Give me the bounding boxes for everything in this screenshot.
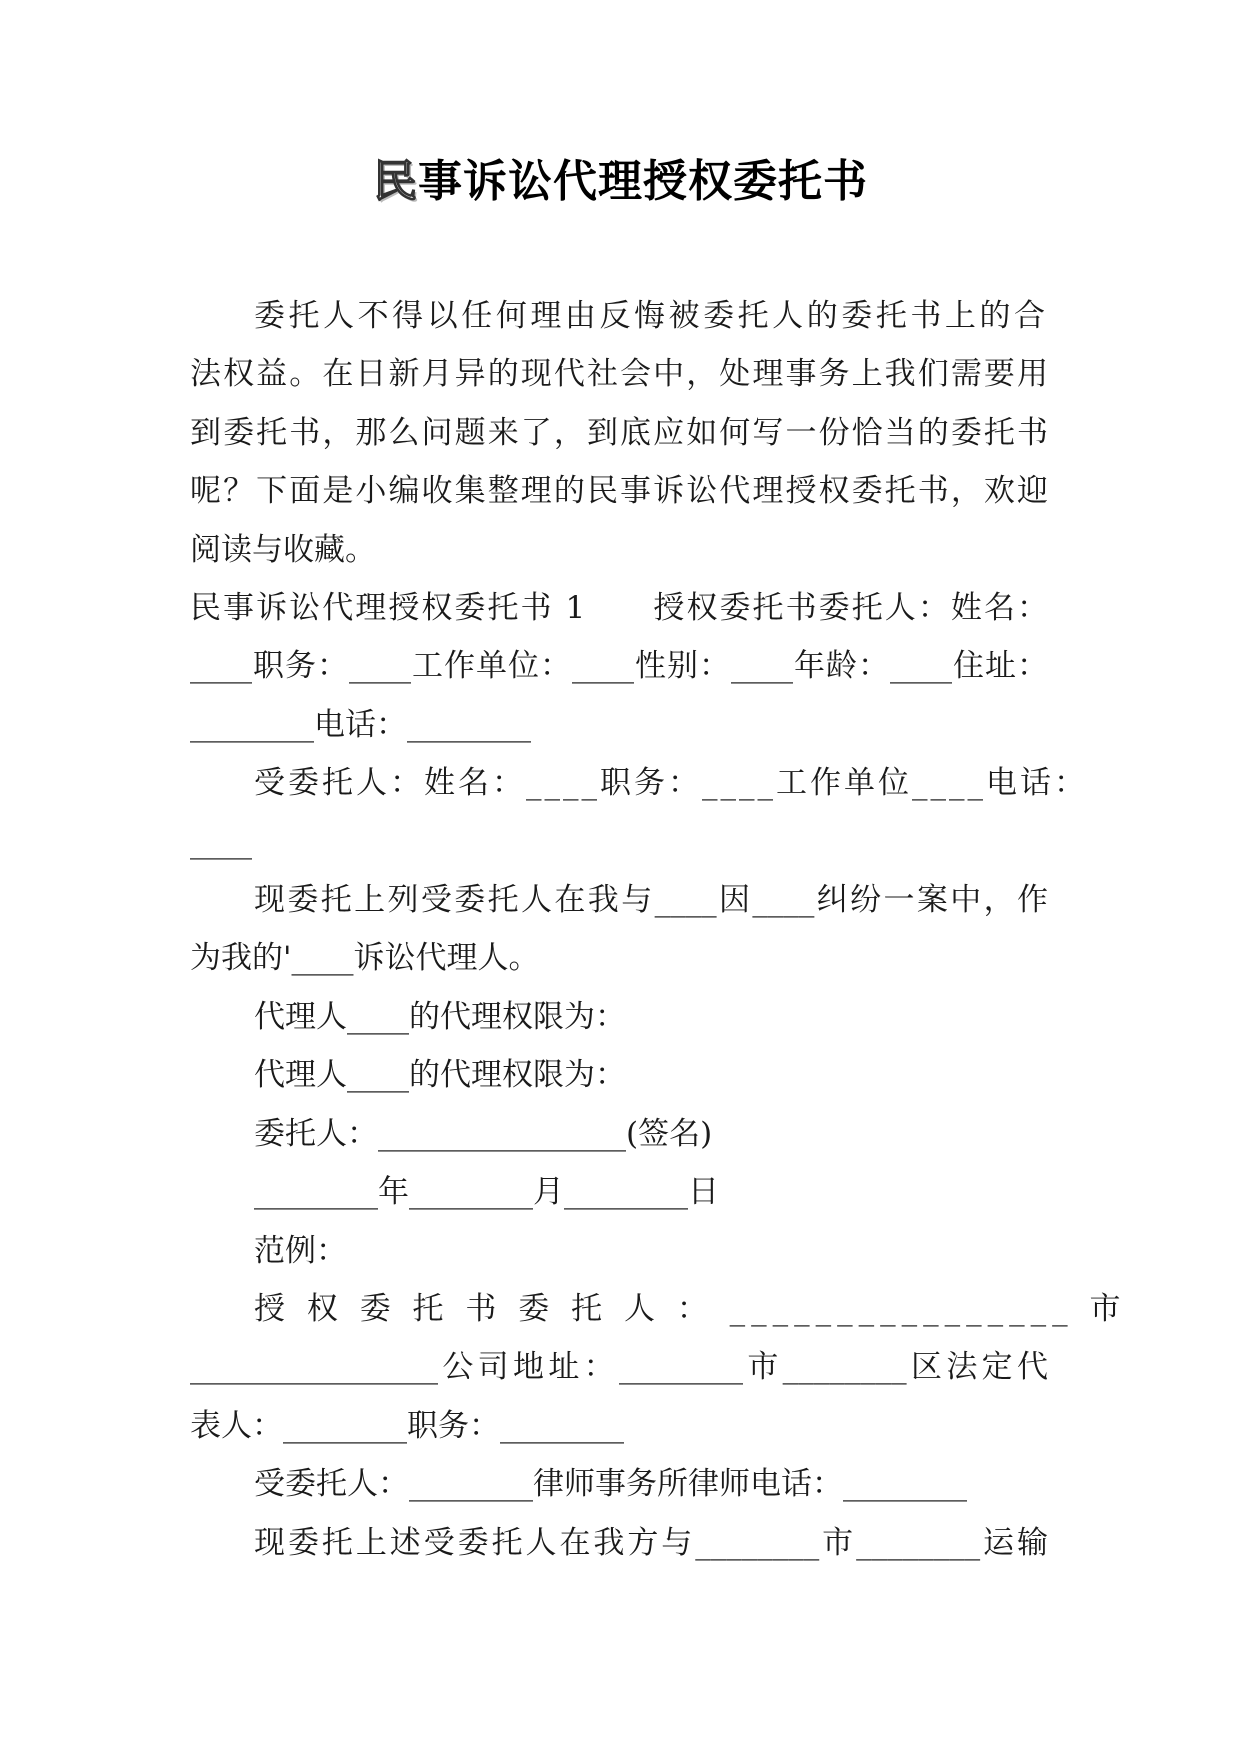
intro-line-3: 到委托书，那么问题来了，到底应如何写一份恰当的委托书	[190, 414, 1048, 451]
intro-line-5: 阅读与收藏。	[190, 531, 376, 568]
principal-fields-line: ____职务：____工作单位：____性别：____年龄：____住址：	[190, 648, 1048, 685]
example-principal-line: 授 权 委 托 书 委 托 人 ： ________________ 市	[254, 1290, 1127, 1327]
section-heading-line: 民事诉讼代理授权委托书 1 授权委托书委托人：姓名：	[190, 590, 1048, 627]
entrust-line-1: 现委托上列受委托人在我与____因____纠纷一案中，作	[254, 882, 1048, 919]
example-agent-line: 受委托人：________律师事务所律师电话：________	[254, 1466, 967, 1503]
date-line: ________年________月________日	[254, 1174, 719, 1211]
authority-line-1: 代理人____的代理权限为：	[254, 998, 626, 1035]
agent-fields-line: 受委托人：姓名：____职务：____工作单位____电话：	[254, 765, 1088, 802]
title-decorated-char: 民	[373, 156, 418, 207]
agent-phone-blank: ____	[190, 823, 252, 860]
intro-line-2: 法权益。在日新月异的现代社会中，处理事务上我们需要用	[190, 356, 1048, 393]
principal-phone-line: ________电话：________	[190, 706, 531, 743]
entrust-line-2: 为我的'____诉讼代理人。	[190, 940, 540, 977]
example-address-line: ________________公司地址：________市________区法定代	[190, 1349, 1048, 1386]
example-representative-line: 表人：________职务：________	[190, 1407, 624, 1444]
example-entrust-line: 现委托上述受委托人在我方与________市________运输	[254, 1524, 1048, 1561]
title-text: 事诉讼代理授权委托书	[418, 156, 868, 207]
intro-line-1: 委托人不得以任何理由反悔被委托人的委托书上的合	[254, 298, 1048, 334]
document-title	[0, 152, 1241, 212]
document-body	[190, 287, 1127, 1572]
principal-signature-line: 委托人：________________(签名)	[254, 1115, 713, 1152]
example-heading: 范例：	[254, 1232, 347, 1269]
authority-line-2: 代理人____的代理权限为：	[254, 1057, 626, 1094]
intro-line-4: 呢？下面是小编收集整理的民事诉讼代理授权委托书，欢迎	[190, 473, 1048, 510]
